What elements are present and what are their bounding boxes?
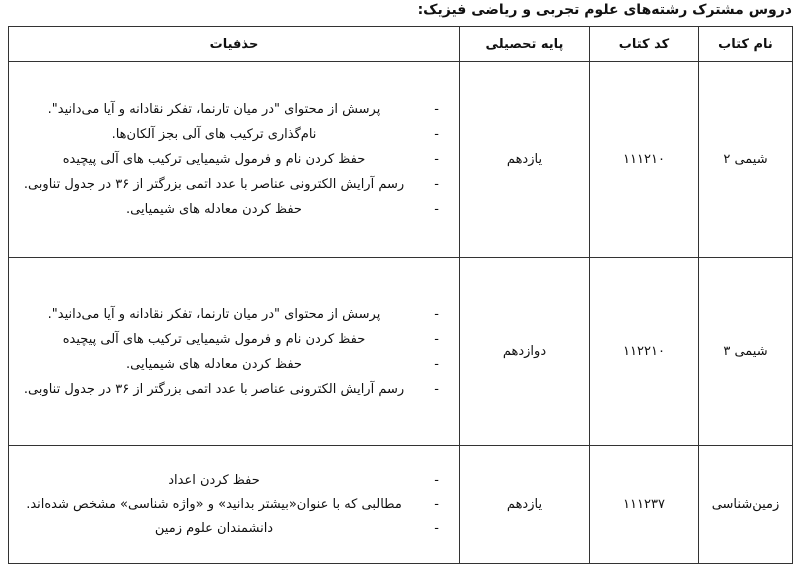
omission-item: - حفظ کردن معادله های شیمیایی.	[15, 352, 453, 377]
cell-book-code: ۱۱۱۲۱۰	[590, 62, 699, 258]
cell-grade: دوازدهم	[460, 258, 590, 446]
cell-omissions	[9, 258, 460, 446]
table-header-row	[9, 27, 793, 62]
cell-grade: یازدهم	[460, 446, 590, 564]
omission-item: - حفظ کردن نام و فرمول شیمیایی ترکیب های آلی پیچیده	[15, 147, 453, 172]
omission-list	[15, 469, 453, 541]
cell-omissions	[9, 446, 460, 564]
omission-list	[15, 302, 453, 402]
cell-book-name: شیمی ۳	[699, 258, 793, 446]
omission-item: - مطالبی که با عنوان«بیشتر بدانید» و «واژه شناسی» مشخص شده‌اند.	[15, 493, 453, 517]
omission-list	[15, 97, 453, 222]
cell-book-name: شیمی ۲	[699, 62, 793, 258]
header-omissions: حذفیات	[9, 27, 460, 62]
table-row	[9, 446, 793, 564]
omission-item: - حفظ کردن معادله های شیمیایی.	[15, 197, 453, 222]
cell-omissions	[9, 62, 460, 258]
header-book-name: نام کتاب	[699, 27, 793, 62]
omissions-table	[8, 26, 793, 564]
omission-item: - حفظ کردن نام و فرمول شیمیایی ترکیب های آلی پیچیده	[15, 327, 453, 352]
omission-item: - دانشمندان علوم زمین	[15, 517, 453, 541]
table-row	[9, 62, 793, 258]
header-book-code: کد کتاب	[590, 27, 699, 62]
omission-item: - رسم آرایش الکترونی عناصر با عدد اتمی بزرگتر از ۳۶ در جدول تناوبی.	[15, 172, 453, 197]
omission-item: - پرسش از محتوای "در میان تارنما، تفکر نقادانه و آیا می‌دانید".	[15, 97, 453, 122]
header-grade: پایه تحصیلی	[460, 27, 590, 62]
cell-grade: یازدهم	[460, 62, 590, 258]
omission-item: - نام‌گذاری ترکیب های آلی بجز آلکان‌ها.	[15, 122, 453, 147]
omission-item: - پرسش از محتوای "در میان تارنما، تفکر نقادانه و آیا می‌دانید".	[15, 302, 453, 327]
section-heading: دروس مشترک رشته‌های علوم تجربی و ریاضی فیزیک:	[417, 2, 792, 18]
cell-book-code: ۱۱۲۲۱۰	[590, 258, 699, 446]
cell-book-code: ۱۱۱۲۳۷	[590, 446, 699, 564]
omission-item: - رسم آرایش الکترونی عناصر با عدد اتمی بزرگتر از ۳۶ در جدول تناوبی.	[15, 377, 453, 402]
table-row	[9, 258, 793, 446]
omission-item: - حفظ کردن اعداد	[15, 469, 453, 493]
cell-book-name: زمین‌شناسی	[699, 446, 793, 564]
